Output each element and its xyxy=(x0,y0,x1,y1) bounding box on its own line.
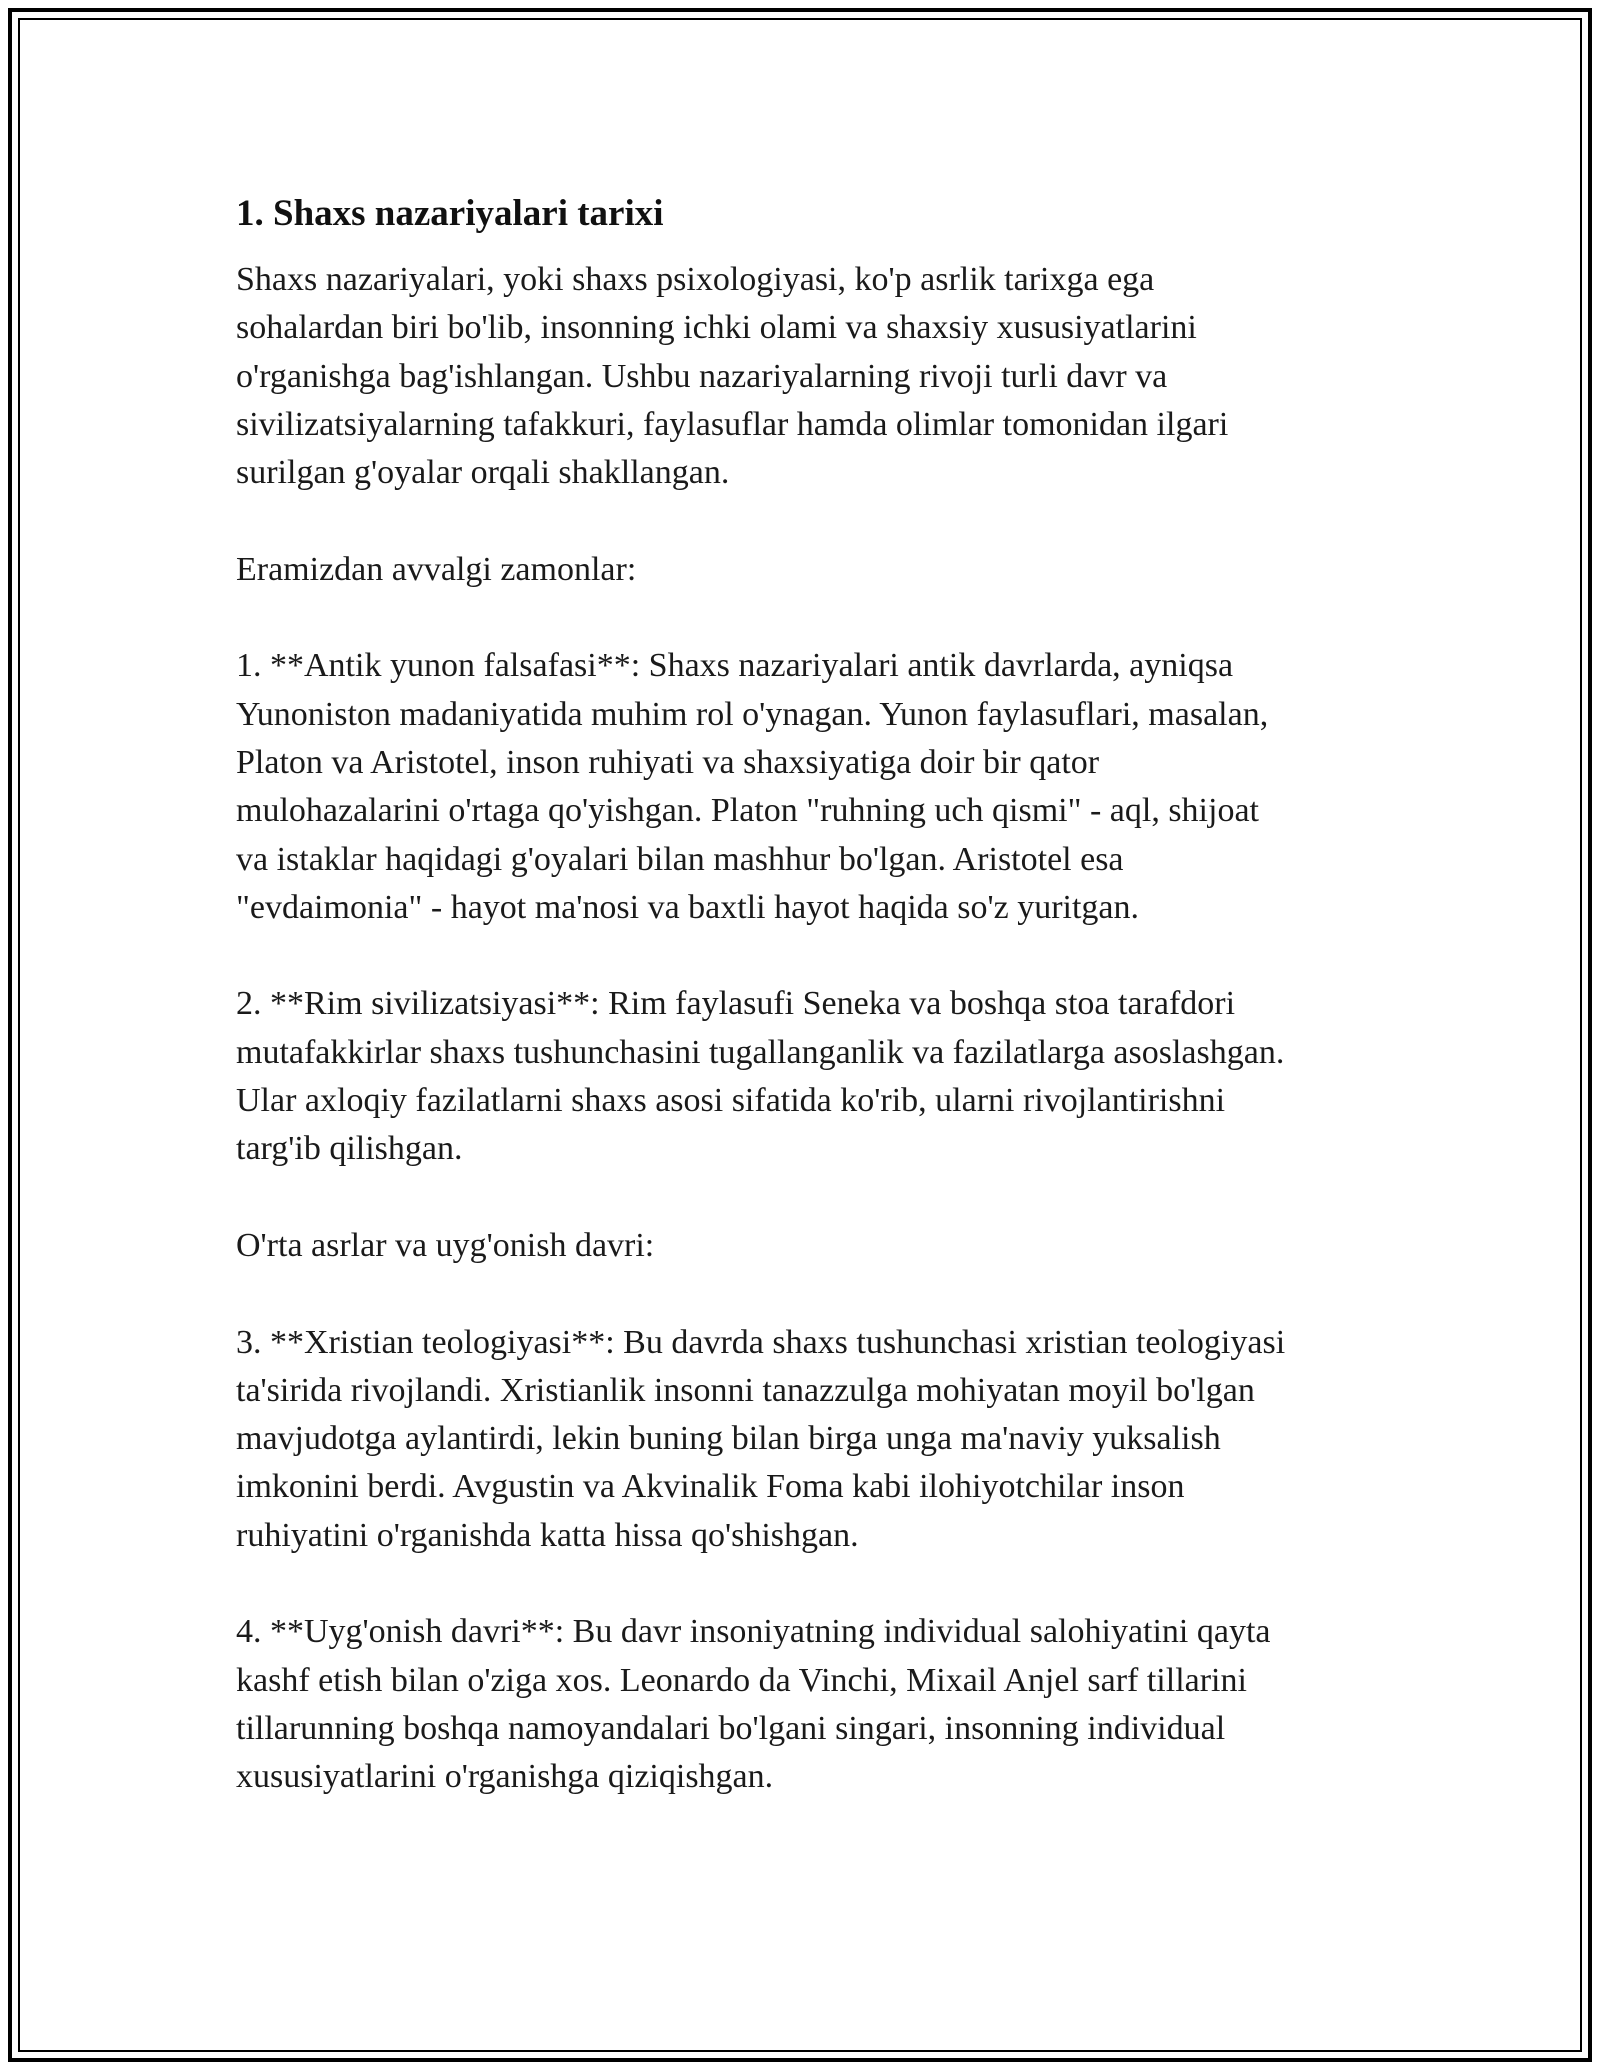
paragraph-renaissance: 4. **Uyg'onish davri**: Bu davr insoniyatning individual salohiyatini qayta kashf etish bilan o'ziga xos. Leonardo da Vinchi, Mixail Anjel sarf tillarini tillarunning boshqa namoyandalari bo'lgani singari, insonning individual xususiyatlarini o'rganishga qiziqishgan. xyxy=(236,1613,1271,1796)
section-heading-ancient: Eramizdan avvalgi zamonlar: xyxy=(236,550,637,588)
document-title: 1. Shaxs nazariyalari tarixi xyxy=(236,193,664,234)
paragraph-intro: Shaxs nazariyalari, yoki shaxs psixologiyasi, ko'p asrlik tarixga ega sohalardan biri bo'lib, insonning ichki olami va shaxsiy xususiyatlarini o'rganishga bag'ishlangan. Ushbu nazariyalarning rivoji turli davr va sivilizatsiyalarning tafakkuri, faylasuflar hamda olimlar tomonidan ilgari surilgan g'oyalar orqali shakllangan. xyxy=(236,261,1229,492)
paragraph-greek-philosophy: 1. **Antik yunon falsafasi**: Shaxs nazariyalari antik davrlarda, ayniqsa Yunoniston madaniyatida muhim rol o'ynagan. Yunon faylasuflari, masalan, Platon va Aristotel, inson ruhiyati va shaxsiyatiga doir bir qator mulohazalarini o'rtaga qo'yishgan. Platon "ruhning uch qismi" - aql, shijoat va istaklar haqidagi g'oyalari bilan mashhur bo'lgan. Aristotel esa "evdaimonia" - hayot ma'nosi va baxtli hayot haqida so'z yuritgan. xyxy=(236,647,1269,926)
section-heading-middle-ages: O'rta asrlar va uyg'onish davri: xyxy=(236,1226,655,1264)
paragraph-christian-theology: 3. **Xristian teologiyasi**: Bu davrda shaxs tushunchasi xristian teologiyasi ta'sirida rivojlandi. Xristianlik insonni tanazzulga mohiyatan moyil bo'lgan mavjudotga aylantirdi, lekin buning bilan birga unga ma'naviy yuksalish imkonini berdi. Avgustin va Akvinalik Foma kabi ilohiyotchilar inson ruhiyatini o'rganishda katta hissa qo'shishgan. xyxy=(236,1323,1286,1554)
paragraph-roman-civilization: 2. **Rim sivilizatsiyasi**: Rim faylasufi Seneka va boshqa stoa tarafdori mutafakkirlar shaxs tushunchasini tugallanganlik va fazilatlarga asoslashgan. Ular axloqiy fazilatlarni shaxs asosi sifatida ko'rib, ularni rivojlantirishni targ'ib qilishgan. xyxy=(236,985,1285,1168)
document-body xyxy=(236,186,1386,1850)
